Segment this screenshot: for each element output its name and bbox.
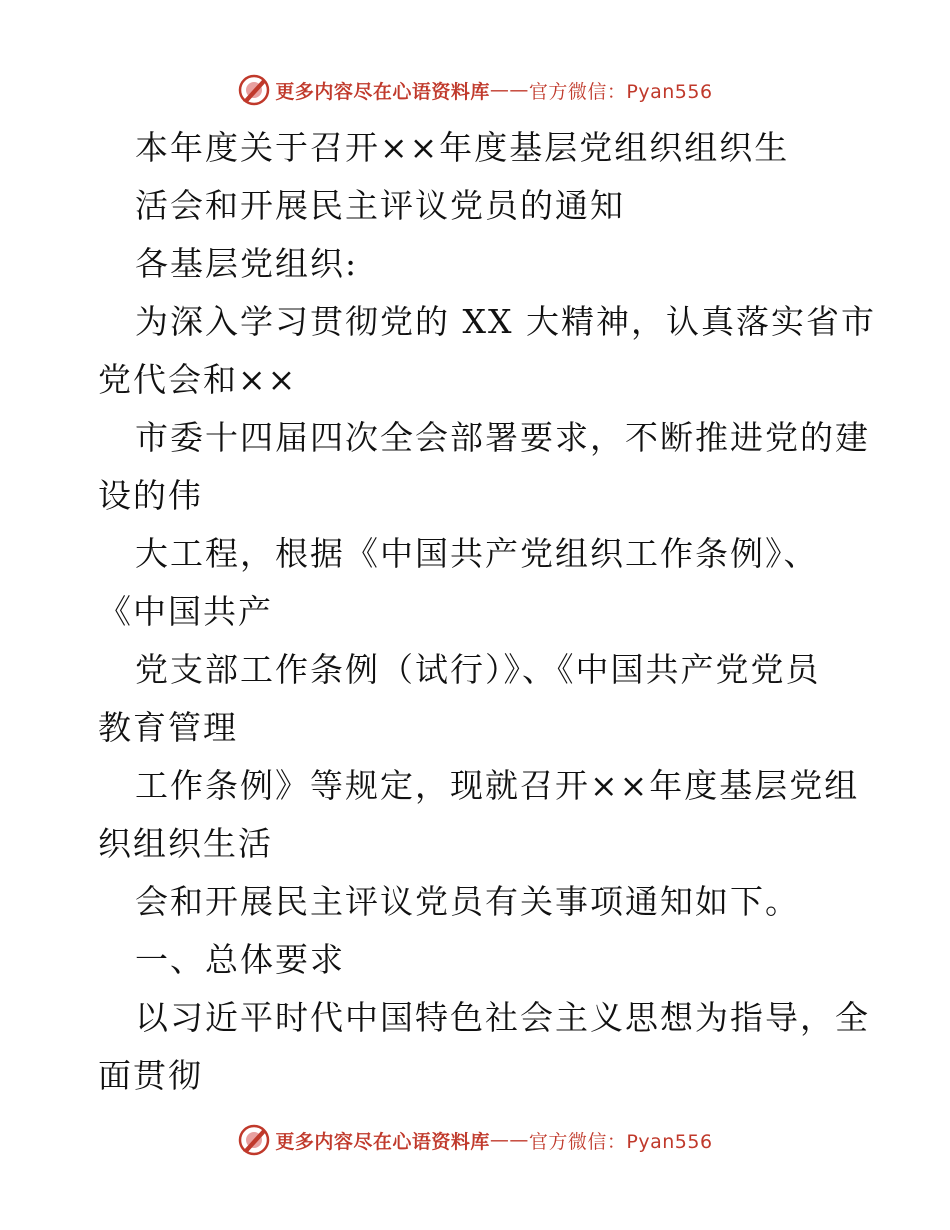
watermark-brand-text: 更多内容尽在心语资料库 <box>275 1130 490 1153</box>
doc-line: 工作条例》等规定，现就召开××年度基层党组 <box>135 766 860 805</box>
doc-line: 本年度关于召开××年度基层党组织组织生 <box>135 128 790 167</box>
doc-line: 市委十四届四次全会部署要求，不断推进党的建 <box>135 418 870 457</box>
watermark-wechat-text: 官方微信：Pyan556 <box>528 1130 713 1153</box>
watermark-separator: —— <box>489 79 529 101</box>
watermark-separator: —— <box>489 1129 529 1151</box>
doc-line: 活会和开展民主评议党员的通知 <box>135 186 625 225</box>
doc-line: 织组织生活 <box>98 824 273 863</box>
doc-line: 面贯彻 <box>98 1056 203 1095</box>
doc-line: 党支部工作条例（试行）》、《中国共产党党员 <box>135 650 821 689</box>
watermark-banner-bottom <box>0 1120 950 1160</box>
quill-seal-icon <box>237 1123 271 1157</box>
doc-line: 设的伟 <box>98 476 203 515</box>
doc-line: 《中国共产 <box>98 592 273 631</box>
doc-line: 会和开展民主评议党员有关事项通知如下。 <box>135 882 800 921</box>
watermark-wechat-text: 官方微信：Pyan556 <box>528 80 713 103</box>
section-heading: 一、总体要求 <box>135 940 345 979</box>
doc-line: 教育管理 <box>98 708 238 747</box>
doc-line: 大工程，根据《中国共产党组织工作条例》、 <box>135 534 819 573</box>
doc-line: 各基层党组织: <box>135 244 359 283</box>
watermark-brand-text: 更多内容尽在心语资料库 <box>275 80 490 103</box>
doc-line: 党代会和×× <box>98 360 298 399</box>
doc-line: 为深入学习贯彻党的 XX 大精神，认真落实省市 <box>135 302 876 341</box>
doc-line: 以习近平时代中国特色社会主义思想为指导，全 <box>135 998 870 1037</box>
